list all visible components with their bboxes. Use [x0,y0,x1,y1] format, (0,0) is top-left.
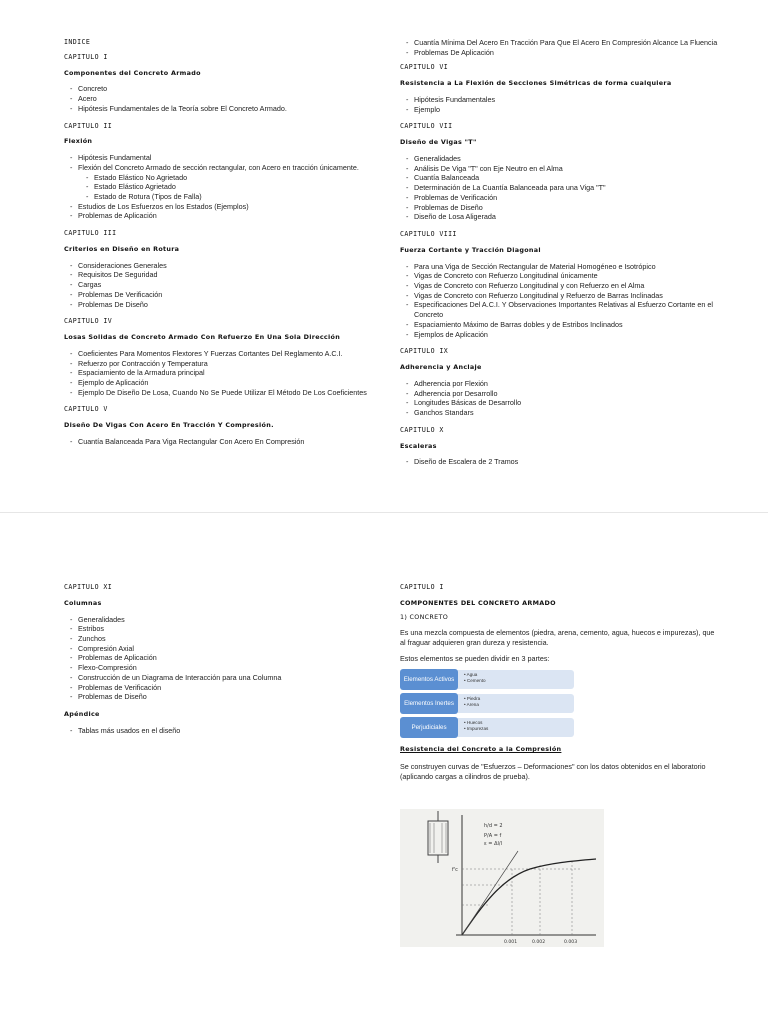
topic-item: - Para una Viga de Sección Rectangular de Material Homogéneo e Isotrópico [406,262,720,272]
diagram-row [400,693,576,714]
index-title: INDICE [64,38,91,46]
chapter-subtitle: Losas Solidas de Concreto Armado Con Refuerzo En Una Sola Dirección [64,333,341,342]
topic-item: - Adherencia por Desarrollo [406,389,720,399]
topic-item: - Ejemplo de Aplicación [70,378,384,388]
svg-text:h/d = 2: h/d = 2 [484,823,503,829]
topic-list [400,457,720,467]
chapter-subtitle: Columnas [64,598,102,607]
topic-list [64,726,384,736]
chapter-heading: CAPITULO X [400,425,444,434]
topic-item: - Ejemplos de Aplicación [406,330,720,340]
topic-item: - Vigas de Concreto con Refuerzo Longitudinal y Refuerzo de Barras Inclinadas [406,291,720,301]
topic-item: - Generalidades [406,154,720,164]
topic-list [64,615,384,702]
topic-item: - Flexión del Concreto Armado de sección rectangular, con Acero en tracción únicamente. [70,163,384,173]
topic-item: - Problemas de Diseño [70,692,384,702]
topic-item: - Cuantía Mínima Del Acero En Tracción Para Que El Acero En Compresión Alcance La Fluencia [406,38,720,48]
section-title: 1) CONCRETO [400,612,449,621]
chapter-heading: CAPITULO IX [400,347,449,356]
topic-list [64,261,384,310]
svg-text:ε = Δl/l: ε = Δl/l [484,841,502,847]
topic-item: - Ejemplo De Diseño De Losa, Cuando No Se Puede Utilizar El Método De Los Coeficientes [70,388,384,398]
chapter-page [0,512,768,1025]
index-left-column [64,38,384,455]
topic-item: - Diseño de Losa Aligerada [406,212,720,222]
topic-item: - Problemas de Aplicación [70,211,384,221]
components-diagram [400,669,576,738]
chapter-heading: CAPITULO I [64,52,108,61]
topic-list [400,262,720,340]
topic-item: - Problemas De Diseño [70,300,384,310]
topic-item: - Construcción de un Diagrama de Interacción para una Columna [70,673,384,683]
topic-item: - Especificaciones Del A.C.I. Y Observaciones Importantes Relativas al Esfuerzo Cortante en el Concreto [406,300,720,319]
topic-item: - Ejemplo [406,105,720,115]
chapter-cap: CAPITULO I [400,583,444,591]
chapter-heading: CAPITULO IV [64,317,113,326]
topic-item: - Flexo-Compresión [70,663,384,673]
topic-item: - Determinación de La Cuantía Balanceada para una Viga "T" [406,183,720,193]
x-tick-1: 0.001 [504,940,518,945]
x-tick-2: 0.002 [532,940,546,945]
topic-list [64,349,384,398]
chapter-heading: CAPITULO V [64,405,108,414]
topic-item: - Hipótesis Fundamental [70,153,384,163]
topic-item: - Vigas de Concreto con Refuerzo Longitudinal únicamente [406,271,720,281]
diagram-item: • Huecos [464,720,483,726]
chapter-subtitle: Flexión [64,137,93,146]
topic-item: - Problemas De Verificación [70,290,384,300]
topic-item: - Diseño de Escalera de 2 Tramos [406,457,720,467]
index-page [0,0,768,512]
topic-item: - Estudios de Los Esfuerzos en los Estados (Ejemplos) [70,202,384,212]
topic-item: - Longitudes Básicas de Desarrollo [406,398,720,408]
topic-item: - Problemas de Aplicación [70,653,384,663]
topic-item: - Estribos [70,624,384,634]
topic-list [400,95,720,114]
chapter-heading: CAPITULO II [64,121,113,130]
index-right-column [400,38,720,475]
topic-item: - Vigas de Concreto con Refuerzo Longitudinal y con Refuerzo en el Alma [406,281,720,291]
chapter-subtitle: Resistencia a La Flexión de Secciones Simétricas de forma cualquiera [400,79,672,88]
topic-list [64,153,384,221]
paragraph-3: Se construyen curvas de "Esfuerzos – Deformaciones" con los datos obtenidos en el laboratorio (aplicando cargas a cilindros de prueba). [400,761,706,781]
chapter-subtitle: Escaleras [400,441,437,450]
chapter-heading: CAPITULO XI [64,583,113,591]
topic-item: - Acero [70,94,384,104]
diagram-item: • Arena [464,702,479,708]
topic-item: - Refuerzo por Contracción y Temperatura [70,359,384,369]
topic-item: - Compresión Axial [70,644,384,654]
topic-item: - Coeficientes Para Momentos Flextores Y Fuerzas Cortantes Del Reglamento A.C.I. [70,349,384,359]
topic-item: - Consideraciones Generales [70,261,384,271]
topic-item: - Cuantía Balanceada [406,173,720,183]
chapter-heading: CAPITULO VII [400,122,453,131]
stress-strain-figure [400,809,604,947]
chapter-left-column [64,583,384,743]
paragraph-2: Estos elementos se pueden dividir en 3 partes: [400,653,550,663]
topic-item: - Estado Elástico No Agrietado [70,173,384,183]
topic-item: - Estado Elástico Agrietado [70,182,384,192]
diagram-item: • Impurezas [464,726,489,732]
topic-item: - Ganchos Standars [406,408,720,418]
diagram-item: • Agua [464,672,478,678]
section-heading-2: Resistencia del Concreto a la Compresión [400,745,562,754]
topic-item: - Zunchos [70,634,384,644]
chapter-subtitle: Adherencia y Anclaje [400,363,482,372]
x-tick-3: 0.003 [564,940,578,945]
topic-list [64,84,384,113]
diagram-category: Elementos Activos [400,669,458,690]
chapter-subtitle: Diseño De Vigas Con Acero En Tracción Y Compresión. [64,421,274,430]
topic-item: - Adherencia por Flexión [406,379,720,389]
topic-item: - Espaciamiento de la Armadura principal [70,368,384,378]
diagram-category: Elementos Inertes [400,693,458,714]
carryover-list [400,38,720,57]
diagram-row [400,717,576,738]
topic-item: - Estado de Rotura (Tipos de Falla) [70,192,384,202]
diagram-items [464,720,488,731]
chapter-subtitle: Fuerza Cortante y Tracción Diagonal [400,245,541,254]
topic-item: - Hipótesis Fundamentales [406,95,720,105]
topic-item: - Problemas de Verificación [406,193,720,203]
chapter-subtitle: Criterios en Diseño en Rotura [64,245,180,254]
topic-item: - Tablas más usados en el diseño [70,726,384,736]
diagram-row [400,669,576,690]
chapter-subtitle: Apéndice [64,710,100,718]
topic-item: - Problemas de Diseño [406,203,720,213]
topic-item: - Cargas [70,280,384,290]
chapter-right-column [400,583,720,781]
topic-item: - Hipótesis Fundamentales de la Teoría sobre El Concreto Armado. [70,104,384,114]
topic-item: - Generalidades [70,615,384,625]
svg-text:P/A = f: P/A = f [484,833,502,839]
diagram-category: Perjudiciales [400,717,458,738]
topic-item: - Problemas De Aplicación [406,48,720,58]
topic-item: - Espaciamiento Máximo de Barras dobles y de Estribos Inclinados [406,320,720,330]
diagram-items [464,696,480,707]
chapter-heading: CAPITULO VI [400,63,449,72]
diagram-item: • Cemento [464,678,486,684]
topic-item: - Cuantía Balanceada Para Viga Rectangular Con Acero En Compresión [70,437,384,447]
topic-item: - Problemas de Verificación [70,683,384,693]
chapter-subtitle: Componentes del Concreto Armado [64,68,201,77]
paragraph-1: Es una mezcla compuesta de elementos (piedra, arena, cemento, agua, huecos e impurezas), que al fraguar adquieren gran dureza y resistencia. [400,628,715,647]
topic-list [64,437,384,447]
topic-item: - Requisitos De Seguridad [70,270,384,280]
chapter-subtitle: Diseño de Vigas "T" [400,138,477,147]
topic-item: - Análisis De Viga "T" con Eje Neutro en el Alma [406,164,720,174]
chapter-heading: CAPITULO III [64,229,117,238]
topic-item: - Concreto [70,84,384,94]
topic-list [400,154,720,222]
diagram-items [464,672,486,683]
topic-list [400,379,720,418]
diagram-item: • Piedra [464,696,481,702]
fc-label: f'c [452,867,458,873]
chapter-subtitle: COMPONENTES DEL CONCRETO ARMADO [400,598,556,607]
chapter-heading: CAPITULO VIII [400,229,457,238]
